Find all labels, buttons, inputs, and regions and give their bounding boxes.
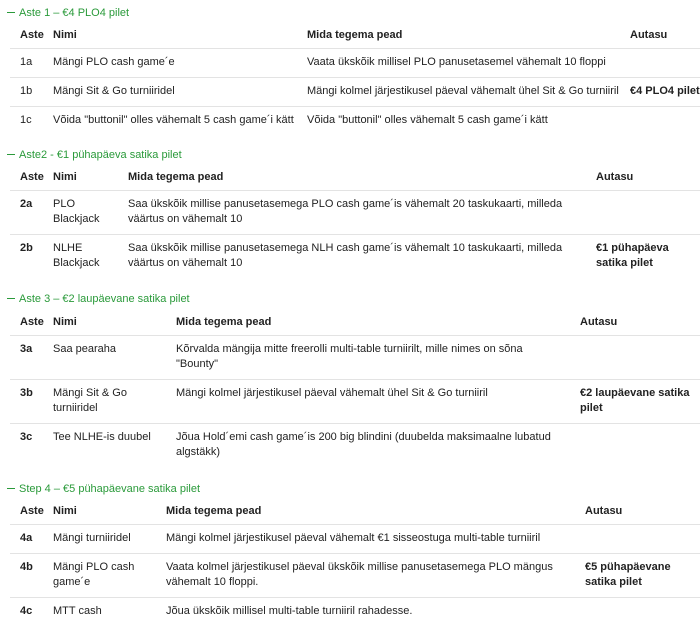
task-name: NLHE Blackjack: [53, 242, 100, 269]
reward: €2 laupäevane satika pilet: [580, 387, 690, 414]
step-id: 1a: [20, 56, 33, 68]
task-description: Vaata ükskõik millisel PLO panusetasemel vähemalt 10 floppi: [307, 56, 606, 68]
divider: [10, 190, 700, 191]
section-title-text: Aste 1 – €4 PLO4 pilet: [19, 7, 130, 19]
reward: €1 pühapäeva satika pilet: [596, 242, 669, 269]
header-name: Nimi: [53, 316, 77, 328]
divider: [10, 423, 700, 424]
section-title: [7, 481, 200, 497]
step-id: 3a: [20, 343, 33, 355]
divider: [10, 524, 700, 525]
step-id: 1b: [20, 85, 33, 97]
reward: €5 pühapäevane satika pilet: [585, 561, 671, 588]
reward: €4 PLO4 pilet: [630, 85, 700, 97]
divider: [10, 234, 700, 235]
task-name: Mängi PLO cash game´e: [53, 56, 175, 68]
section-title: [7, 147, 182, 163]
dash-icon: [7, 12, 15, 13]
header-reward: Autasu: [630, 29, 668, 41]
header-name: Nimi: [53, 171, 77, 183]
dash-icon: [7, 488, 15, 489]
task-description: Saa ükskõik millise panusetasemega NLH cash game´is vähemalt 10 taskukaarti, milleda väärtus on vähemalt 10: [128, 242, 563, 269]
task-name: Mängi turniiridel: [53, 532, 131, 544]
divider: [10, 553, 700, 554]
section-title: [7, 5, 129, 21]
header-step: Aste: [20, 29, 44, 41]
task-description: Mängi kolmel järjestikusel päeval vähemalt ühel Sit & Go turniiril: [307, 85, 619, 97]
task-name: Võida "buttonil" olles vähemalt 5 cash game´i kätt: [53, 114, 294, 126]
header-reward: Autasu: [596, 171, 634, 183]
divider: [10, 106, 700, 107]
section-title: [7, 291, 190, 307]
dash-icon: [7, 298, 15, 299]
task-name: PLO Blackjack: [53, 198, 100, 225]
header-step: Aste: [20, 505, 44, 517]
task-description: Võida "buttonil" olles vähemalt 5 cash game´i kätt: [307, 114, 548, 126]
step-id: 4b: [20, 561, 33, 573]
step-id: 4a: [20, 532, 33, 544]
header-step: Aste: [20, 171, 44, 183]
header-reward: Autasu: [585, 505, 623, 517]
step-id: 2a: [20, 198, 33, 210]
dash-icon: [7, 154, 15, 155]
header-reward: Autasu: [580, 316, 618, 328]
divider: [10, 597, 700, 598]
task-description: Kõrvalda mängija mitte freerolli multi-table turniirilt, mille nimes on sõna "Bounty": [176, 343, 523, 370]
task-name: Mängi Sit & Go turniiridel: [53, 85, 175, 97]
divider: [10, 77, 700, 78]
task-name: MTT cash: [53, 605, 102, 617]
task-description: Mängi kolmel järjestikusel päeval vähemalt €1 sisseostuga multi-table turniiril: [166, 532, 541, 544]
task-name: Saa pearaha: [53, 343, 116, 355]
task-name: Mängi Sit & Go turniiridel: [53, 387, 127, 414]
step-id: 4c: [20, 605, 33, 617]
divider: [10, 48, 700, 49]
task-description: Jõua ükskõik millisel multi-table turniiril rahadesse.: [166, 605, 413, 617]
divider: [10, 335, 700, 336]
header-task: Mida tegema pead: [166, 505, 262, 517]
header-name: Nimi: [53, 29, 77, 41]
task-name: Mängi PLO cash game´e: [53, 561, 135, 588]
step-id: 2b: [20, 242, 33, 254]
section-title-text: Aste 3 – €2 laupäevane satika pilet: [19, 293, 190, 305]
step-id: 3b: [20, 387, 33, 399]
divider: [10, 379, 700, 380]
task-description: Mängi kolmel järjestikusel päeval vähemalt ühel Sit & Go turniiril: [176, 387, 488, 399]
step-id: 1c: [20, 114, 32, 126]
section-title-text: Aste2 - €1 pühapäeva satika pilet: [19, 149, 182, 161]
step-id: 3c: [20, 431, 33, 443]
task-description: Saa ükskõik millise panusetasemega PLO cash game´is vähemalt 20 taskukaarti, milleda väärtus on vähemalt 10: [128, 198, 563, 225]
header-task: Mida tegema pead: [307, 29, 403, 41]
header-step: Aste: [20, 316, 44, 328]
task-description: Jõua Hold´emi cash game´is 200 big blindini (duubelda maksimaalne lubatud algstäkk): [176, 431, 551, 458]
task-name: Tee NLHE-is duubel: [53, 431, 151, 443]
header-name: Nimi: [53, 505, 77, 517]
section-title-text: Step 4 – €5 pühapäevane satika pilet: [19, 483, 201, 495]
task-description: Vaata kolmel järjestikusel päeval ükskõik millise panusetasemega PLO mängus vähemalt 10 floppi.: [166, 561, 553, 588]
header-task: Mida tegema pead: [128, 171, 224, 183]
header-task: Mida tegema pead: [176, 316, 272, 328]
